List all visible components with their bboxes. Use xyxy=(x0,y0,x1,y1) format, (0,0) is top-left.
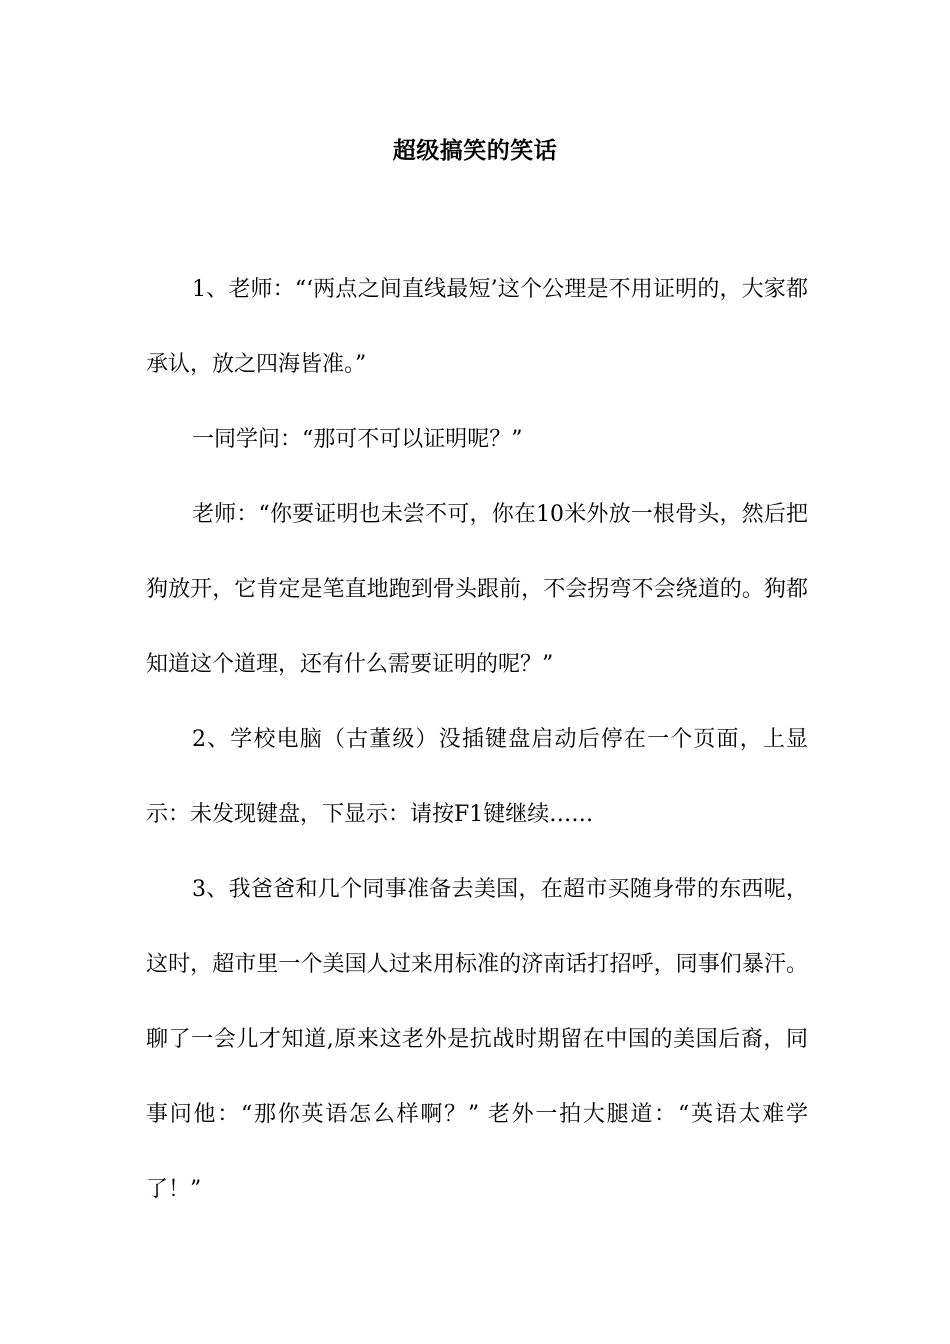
paragraph-joke-1-student: 一同学问：“那可不可以证明呢？” xyxy=(192,427,523,452)
paragraph-joke-1-answer: 老师：“你要证明也未尝不可，你在10米外放一根骨头，然后把狗放开，它肯定是笔直地跑到骨头跟前，不会拐弯不会绕道的。狗都知道这个道理，还有什么需要证明的呢？” xyxy=(146,502,808,677)
paragraph-joke-2: 2、学校电脑（古董级）没插键盘启动后停在一个页面，上显示：未发现键盘，下显示：请按F1键继续…… xyxy=(146,727,808,827)
document-title: 超级搞笑的笑话 xyxy=(392,138,558,164)
paragraph-joke-3: 3、我爸爸和几个同事准备去美国，在超市买随身带的东西呢，这时，超市里一个美国人过来用标准的济南话打招呼，同事们暴汗。聊了一会儿才知道,原来这老外是抗战时期留在中国的美国后裔，同事问他：“那你英语怎么样啊？” 老外一拍大腿道：“英语太难学了！” xyxy=(146,877,808,1202)
document-body xyxy=(146,252,808,1227)
paragraph-joke-1-teacher: 1、老师：“‘两点之间直线最短’这个公理是不用证明的，大家都承认，放之四海皆准。” xyxy=(146,277,808,377)
